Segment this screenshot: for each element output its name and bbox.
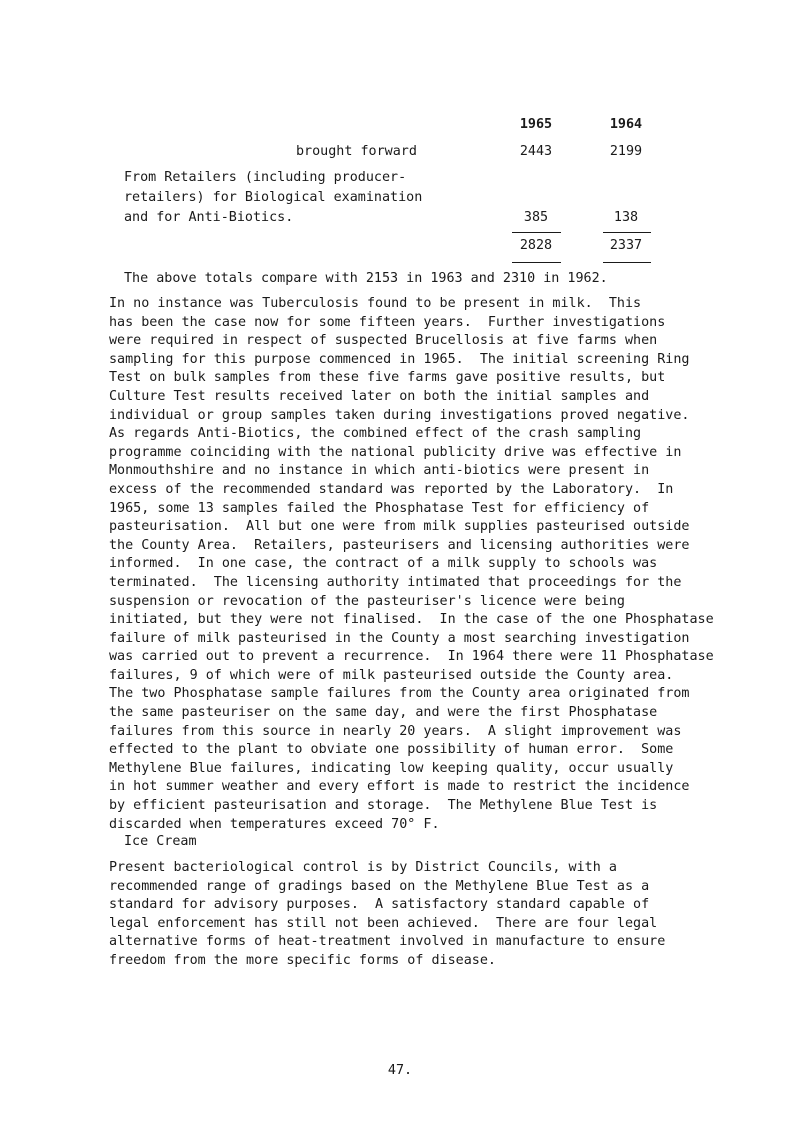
total-rule-top-1965: [512, 232, 561, 233]
totals-comparison-sentence: The above totals compare with 2153 in 1963 and 2310 in 1962.: [124, 271, 608, 286]
ice-cream-heading: Ice Cream: [124, 834, 197, 849]
column-heading-1965: 1965: [519, 117, 553, 132]
milk-tests-paragraph: In no instance was Tuberculosis found to be present in milk. This has been the case now for some fifteen years. Further investigations were required in respect of suspected Brucellosis at five farms when sampling for this purpose commenced in 1965. The initial screening Ring Test on bulk samples from these five farms gave positive results, but Culture Test results received later on both the initial samples and individual or group samples taken during investigations proved negative. As regards Anti-Biotics, the combined effect of the crash sampling programme coinciding with the national publicity drive was effective in Monmouthshire and no instance in which anti-biotics were present in excess of the recommended standard was reported by the Laboratory. In 1965, some 13 samples failed the Phosphatase Test for efficiency of pasteurisation. All but one were from milk supplies pasteurised outside the County Area. Retailers, pasteurisers and licensing authorities were informed. In one case, the contract of a milk supply to schools was terminated. The licensing authority intimated that proceedings for the suspension or revocation of the pasteuriser's licence were being initiated, but they were not finalised. In the case of the one Phosphatase failure of milk pasteurised in the County a most searching investigation was carried out to prevent a recurrence. In 1964 there were 11 Phosphatase failures, 9 of which were of milk pasteurised outside the County area. The two Phosphatase sample failures from the County area originated from the same pasteuriser on the same day, and were the first Phosphatase failures from this source in nearly 20 years. A slight improvement was effected to the plant to obviate one possibility of human error. Some Methylene Blue failures, indicating low keeping quality, occur usually in hot summer weather and every effort is made to restrict the incidence by efficient pasteurisation and storage. The Methylene Blue Test is discarded when temperatures exceed 70° F.: [109, 296, 714, 832]
retailers-1964: 138: [613, 210, 639, 225]
total-1964: 2337: [609, 238, 643, 253]
ice-cream-paragraph: Present bacteriological control is by District Councils, with a recommended range of gradings based on the Methylene Blue Test as a standard for advisory purposes. A satisfactory standard capable of legal enforcement has still not been achieved. There are four legal alternative forms of heat-treatment involved in manufacture to ensure freedom from the more specific forms of disease.: [109, 860, 666, 968]
page-number: 47.: [387, 1063, 413, 1078]
brought-forward-1964: 2199: [609, 144, 643, 159]
total-rule-bottom-1964: [603, 262, 651, 263]
column-heading-1964: 1964: [609, 117, 643, 132]
brought-forward-1965: 2443: [519, 144, 553, 159]
brought-forward-label: brought forward: [296, 144, 417, 159]
total-rule-bottom-1965: [512, 262, 561, 263]
retailers-label-line-2: retailers) for Biological examination: [124, 190, 423, 205]
total-1965: 2828: [519, 238, 553, 253]
total-rule-top-1964: [603, 232, 651, 233]
retailers-label-line-3: and for Anti-Biotics.: [124, 210, 294, 225]
retailers-label-line-1: From Retailers (including producer-: [124, 170, 407, 185]
retailers-1965: 385: [523, 210, 549, 225]
